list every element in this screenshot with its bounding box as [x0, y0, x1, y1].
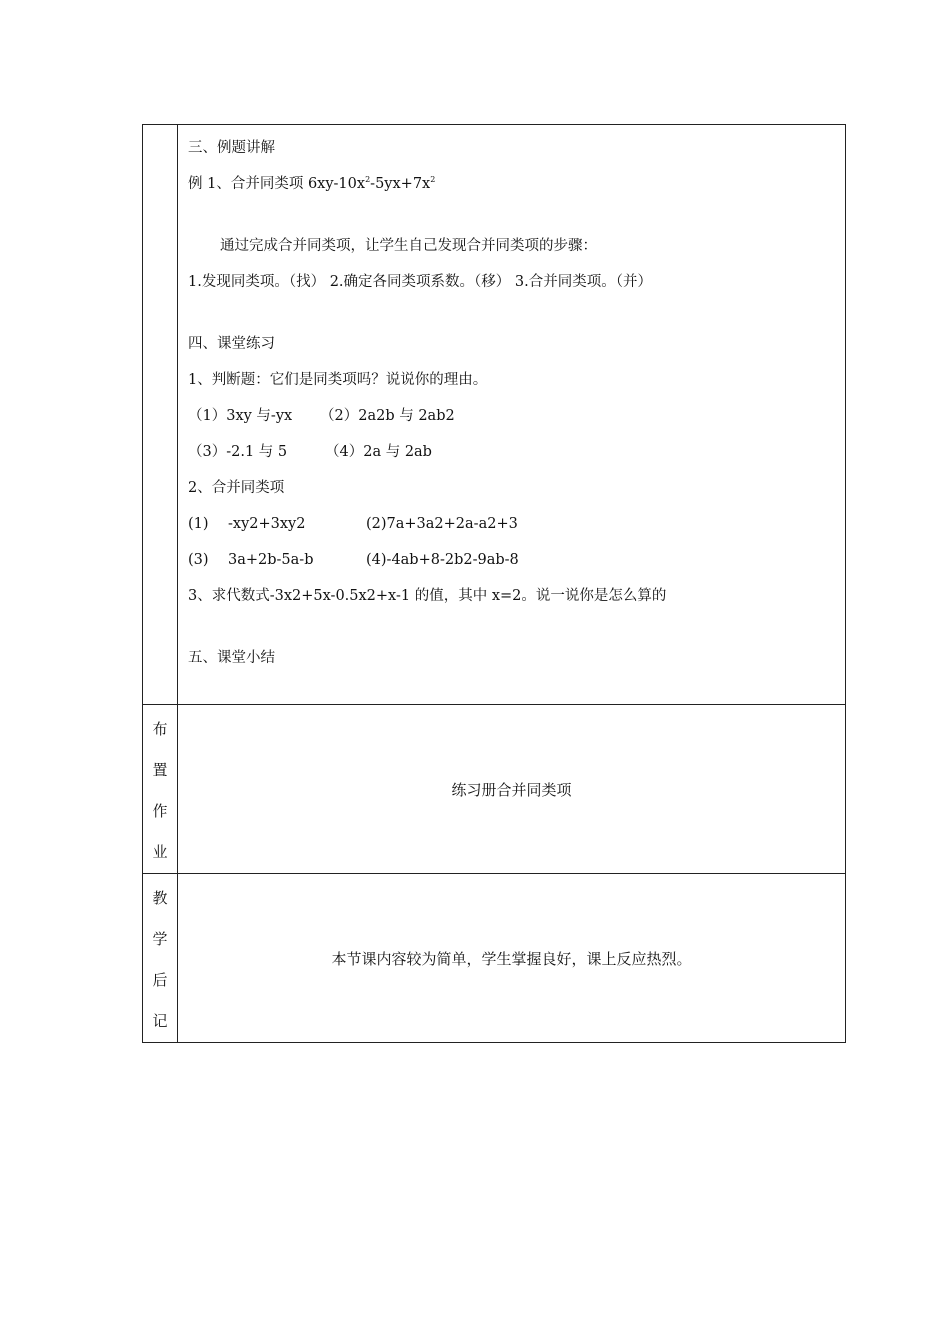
q2-item2: (2)7a+3a2+2a-a2+3 — [366, 516, 518, 532]
q1-item1: （1）3xy 与-yx — [188, 408, 293, 424]
q2-item3: 3a+2b-5a-b — [228, 552, 314, 568]
q2-title: 2、合并同类项 — [188, 480, 285, 496]
q2-row2 — [188, 542, 835, 578]
lesson-label-cell — [143, 125, 178, 705]
section5-title: 五、课堂小结 — [188, 650, 275, 666]
q1-item3: （3）-2.1 与 5 — [188, 444, 288, 460]
q1-item2: （2）2a2b 与 2ab2 — [320, 408, 455, 424]
q2-item4: (4)-4ab+8-2b2-9ab-8 — [366, 552, 519, 568]
example1-line — [188, 166, 835, 202]
reflection-label-char: 记 — [152, 1012, 168, 1030]
homework-label-char: 布 — [152, 720, 168, 738]
reflection-label-char: 教 — [152, 889, 168, 907]
q2-item3-num: (3) — [188, 552, 209, 568]
example1-mid: -5yx+7x — [370, 176, 431, 192]
homework-label-cell — [143, 705, 178, 874]
q2-item1: -xy2+3xy2 — [228, 516, 306, 532]
q1-row1 — [188, 398, 835, 434]
lesson-row — [143, 125, 846, 705]
section3-title: 三、例题讲解 — [188, 140, 275, 156]
lesson-plan-table — [142, 124, 846, 1043]
q2-row1 — [188, 506, 835, 542]
homework-label-char: 业 — [152, 843, 168, 861]
reflection-row — [143, 874, 846, 1043]
section4-title: 四、课堂练习 — [188, 336, 275, 352]
example1-sup1: 2 — [365, 175, 371, 184]
example1-prefix: 例 1、合并同类项 6xy-10x — [188, 176, 366, 192]
reflection-label-char: 学 — [152, 930, 168, 948]
q1-row2 — [188, 434, 835, 470]
reflection-content: 本节课内容较为简单，学生掌握良好，课上反应热烈。 — [178, 874, 846, 1043]
example1-sup2: 2 — [430, 175, 436, 184]
reflection-label-char: 后 — [152, 971, 168, 989]
q1-item4: （4）2a 与 2ab — [325, 444, 432, 460]
homework-label-char: 作 — [152, 802, 168, 820]
homework-content: 练习册合并同类项 — [178, 705, 846, 874]
q2-item1-num: (1) — [188, 516, 209, 532]
lesson-content-cell — [178, 125, 846, 705]
steps-text: 1.发现同类项。（找） 2.确定各同类项系数。（移） 3.合并同类项。（并） — [188, 274, 652, 290]
q3-text: 3、求代数式-3x2+5x-0.5x2+x-1 的值，其中 x=2。说一说你是怎么算的 — [188, 588, 667, 604]
reflection-label-cell — [143, 874, 178, 1043]
homework-label-char: 置 — [152, 761, 168, 779]
homework-row — [143, 705, 846, 874]
q1-title: 1、判断题：它们是同类项吗？说说你的理由。 — [188, 372, 488, 388]
discover-text: 通过完成合并同类项，让学生自己发现合并同类项的步骤： — [220, 238, 597, 254]
